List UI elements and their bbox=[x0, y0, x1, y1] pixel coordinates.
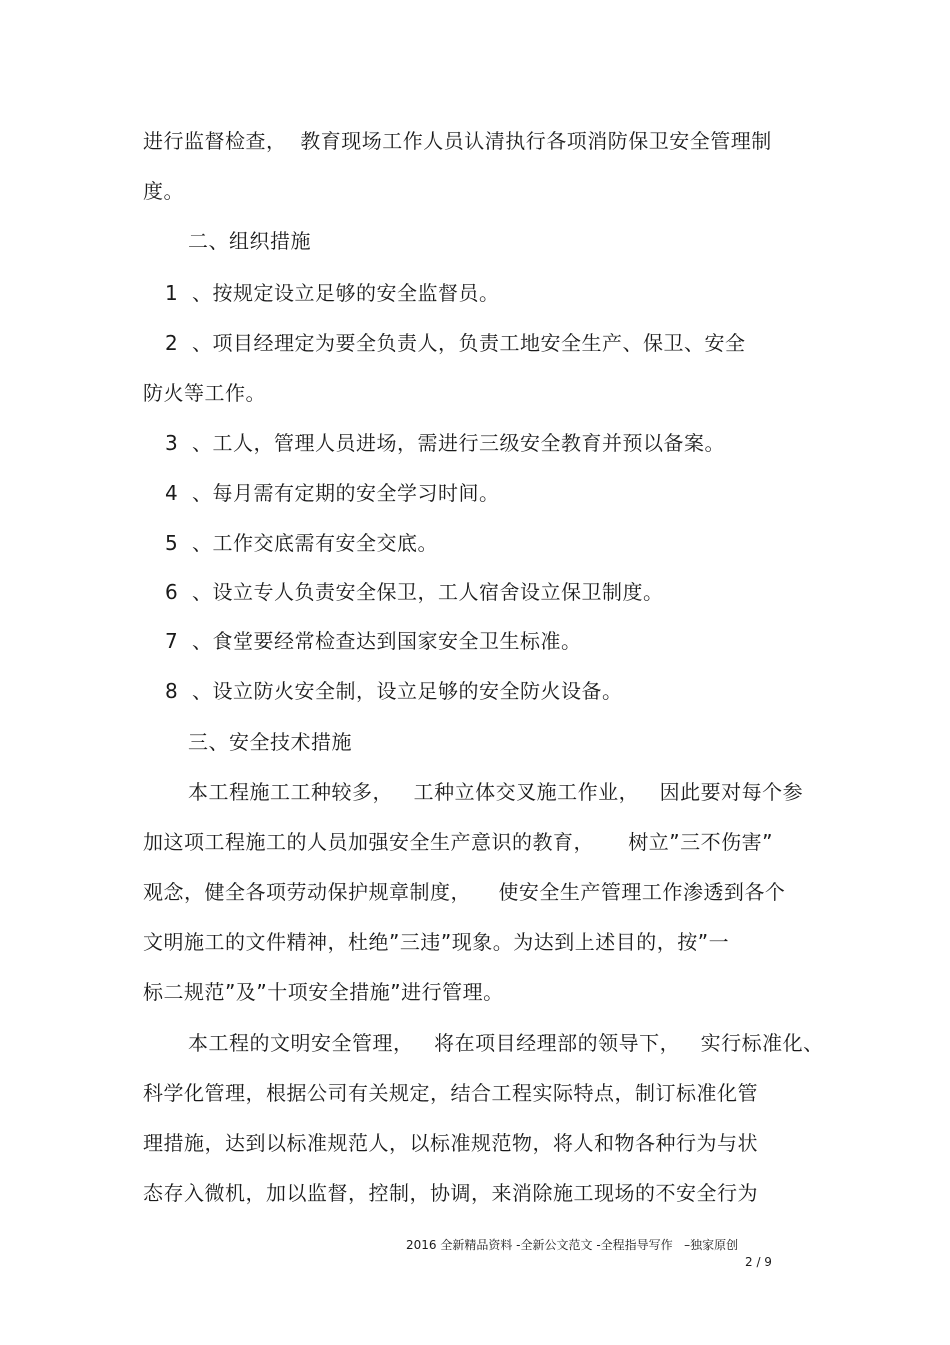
body-line: 观念，健全各项劳动保护规章制度， 使安全生产管理工作渗透到各个 bbox=[143, 880, 786, 904]
list-item: 2 、项目经理定为要全负责人，负责工地安全生产、保卫、安全 bbox=[165, 331, 746, 355]
section-heading: 二、组织措施 bbox=[188, 229, 311, 253]
body-line: 态存入微机，加以监督，控制，协调，来消除施工现场的不安全行为 bbox=[143, 1181, 758, 1205]
list-item: 3 、工人，管理人员进场，需进行三级安全教育并预以备案。 bbox=[165, 431, 725, 455]
page-number: 2 / 9 bbox=[745, 1255, 772, 1269]
body-line: 进行监督检查， 教育现场工作人员认清执行各项消防保卫安全管理制 bbox=[143, 129, 772, 153]
body-line: 标二规范”及”十项安全措施”进行管理。 bbox=[143, 980, 504, 1004]
list-item: 5 、工作交底需有安全交底。 bbox=[165, 531, 438, 555]
body-line: 度。 bbox=[143, 179, 184, 203]
list-item: 7 、食堂要经常检查达到国家安全卫生标准。 bbox=[165, 629, 582, 653]
body-line: 防火等工作。 bbox=[143, 381, 266, 405]
list-item: 8 、设立防火安全制，设立足够的安全防火设备。 bbox=[165, 679, 623, 703]
body-line: 文明施工的文件精神，杜绝”三违”现象。为达到上述目的，按”一 bbox=[143, 930, 730, 954]
footer-text: 2016 全新精品资料 -全新公文范文 -全程指导写作 –独家原创 bbox=[406, 1238, 739, 1252]
body-line: 本工程施工工种较多， 工种立体交叉施工作业， 因此要对每个参 bbox=[188, 780, 804, 804]
list-item: 6 、设立专人负责安全保卫，工人宿舍设立保卫制度。 bbox=[165, 580, 664, 604]
list-item: 4 、每月需有定期的安全学习时间。 bbox=[165, 481, 500, 505]
section-heading: 三、安全技术措施 bbox=[188, 730, 352, 754]
body-line: 加这项工程施工的人员加强安全生产意识的教育， 树立”三不伤害” bbox=[143, 830, 774, 854]
body-line: 科学化管理，根据公司有关规定，结合工程实际特点，制订标准化管 bbox=[143, 1081, 758, 1105]
body-line: 理措施，达到以标准规范人，以标准规范物，将人和物各种行为与状 bbox=[143, 1131, 758, 1155]
list-item: 1 、按规定设立足够的安全监督员。 bbox=[165, 281, 500, 305]
body-line: 本工程的文明安全管理， 将在项目经理部的领导下， 实行标准化、 bbox=[188, 1031, 824, 1055]
